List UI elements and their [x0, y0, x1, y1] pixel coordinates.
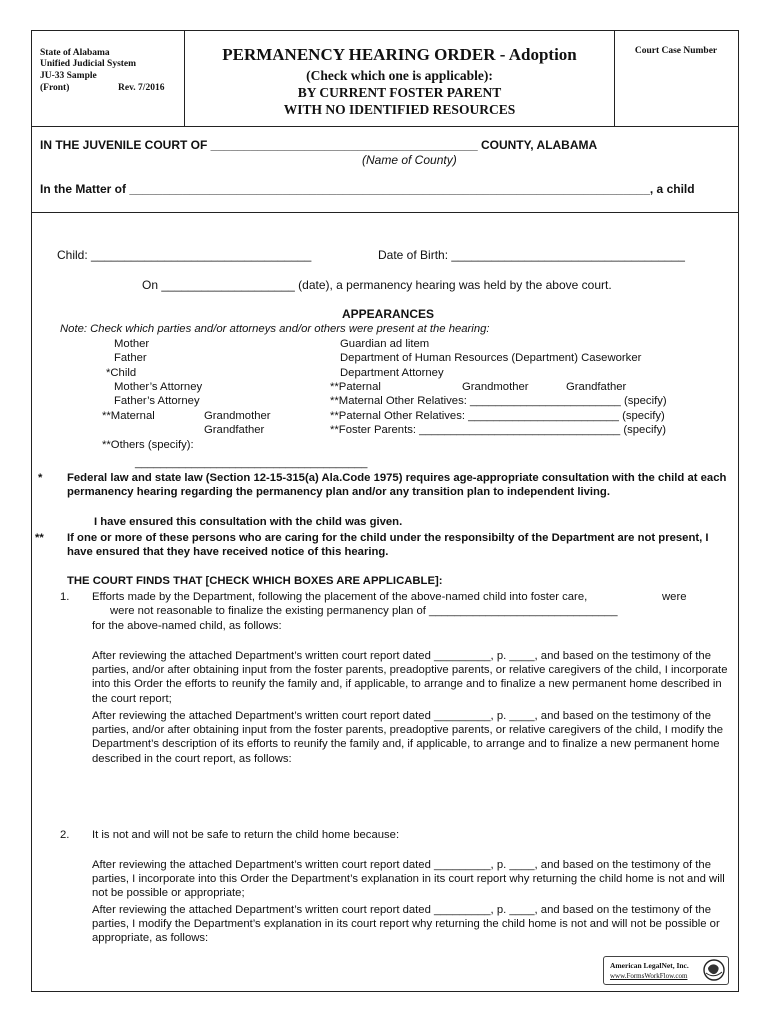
court-line[interactable]: IN THE JUVENILE COURT OF ________________________________________ COUNTY, ALABAMA — [40, 138, 598, 152]
appearance-maternal[interactable]: **Maternal — [102, 410, 155, 422]
finding-1-option-incorporate[interactable]: After reviewing the attached Department’s written court report dated _________, p. ____, and based on the testimony of the parties, and/or after obtaining input from the foster parents, preadoptive parents, or relative caregivers of the child, I incorporate into this Order the efforts to reunify the family and, if applicable, to arrange and to finalize a new permanent home described in the court report; — [92, 650, 728, 705]
footer-company: American LegalNet, Inc. — [610, 961, 689, 970]
appearance-fathers-attorney[interactable]: Father’s Attorney — [114, 395, 200, 407]
appearance-caseworker[interactable]: Department of Human Resources (Department) Caseworker — [340, 352, 642, 364]
finding-1-were-option[interactable]: were — [662, 591, 687, 603]
footer-logo-box — [603, 956, 729, 985]
court-bottom-rule — [32, 212, 738, 213]
appearance-child[interactable]: *Child — [106, 367, 137, 379]
appearance-paternal-grandfather[interactable]: Grandfather — [566, 381, 627, 393]
header-bottom-rule — [32, 126, 738, 127]
appearance-paternal-other[interactable]: **Paternal Other Relatives: ________________________ (specify) — [330, 410, 665, 422]
finding-1-number: 1. — [60, 591, 70, 603]
appearances-note: Note: Check which parties and/or attorneys and/or others were present at the hearing: — [60, 323, 490, 335]
matter-line[interactable]: In the Matter of ______________________________________________________________________________, a child — [40, 182, 695, 196]
finding-1-continuation: for the above-named child, as follows: — [92, 620, 282, 632]
finding-1-were-not-option[interactable]: were not reasonable to finalize the existing permanency plan of ______________________________ — [110, 605, 618, 617]
header-rev: Rev. 7/2016 — [118, 83, 165, 93]
case-number-label: Court Case Number — [634, 46, 718, 56]
form-subtitle-2: BY CURRENT FOSTER PARENT — [297, 85, 502, 100]
globe-icon — [703, 959, 725, 981]
header-state: State of Alabama — [40, 48, 110, 58]
finding-2-number: 2. — [60, 829, 70, 841]
note-star-1: * — [38, 472, 43, 484]
appearance-dept-attorney[interactable]: Department Attorney — [340, 367, 444, 379]
header-side: (Front) — [40, 83, 70, 93]
footer-url: www.FormsWorkFlow.com — [610, 972, 688, 980]
findings-heading: THE COURT FINDS THAT [CHECK WHICH BOXES ARE APPLICABLE]: — [67, 575, 443, 587]
child-field[interactable]: Child: _________________________________ — [57, 248, 312, 262]
hearing-date-field[interactable]: On ____________________ (date), a permanency hearing was held by the above court. — [142, 278, 612, 292]
others-specify-line[interactable]: _____________________________________ — [135, 457, 368, 469]
county-hint: (Name of County) — [362, 153, 457, 167]
header-system: Unified Judicial System — [40, 59, 137, 69]
form-subtitle-3: WITH NO IDENTIFIED RESOURCES — [283, 102, 516, 117]
appearances-heading: APPEARANCES — [342, 307, 435, 321]
dob-field[interactable]: Date of Birth: ___________________________________ — [378, 248, 685, 262]
appearance-paternal-grandmother[interactable]: Grandmother — [462, 381, 529, 393]
form-title: PERMANENCY HEARING ORDER - Adoption — [222, 45, 577, 64]
finding-1-option-modify[interactable]: After reviewing the attached Department’s written court report dated _________, p. ____, and based on the testimony of the parties, and/or after obtaining input from the foster parents, preadoptive parents, or relative caregivers of the child, I modify the Department’s description of its efforts to reunify the family and, if applicable, to arrange and to finalize a new permanent home described in the court report, as follows: — [92, 710, 724, 765]
finding-2-option-incorporate[interactable]: After reviewing the attached Department’s written court report dated _________, p. ____, and based on the testimony of the parties, I incorporate into this Order the Department’s explanation in its court report why returning the child home is not and will not be possible or appropriate; — [92, 859, 725, 900]
header-form-id: JU-33 Sample — [40, 71, 97, 81]
appearance-mother[interactable]: Mother — [114, 338, 150, 350]
note-notice-text: If one or more of these persons who are caring for the child under the responsibilty of the Department are not present, I have ensured that they have received notice of this hearing. — [67, 532, 709, 559]
appearance-maternal-other[interactable]: **Maternal Other Relatives: ________________________ (specify) — [330, 395, 667, 407]
finding-2-option-modify[interactable]: After reviewing the attached Department’s written court report dated _________, p. ____, and based on the testimony of the parties, I modify the Department’s explanation in its court report why returning the child home is not and will not be possible or appropriate, as follows: — [92, 904, 720, 945]
form-subtitle-1: (Check which one is applicable): — [306, 68, 493, 83]
appearance-paternal[interactable]: **Paternal — [330, 381, 381, 393]
appearance-father[interactable]: Father — [114, 352, 147, 364]
form-page — [31, 30, 739, 992]
finding-1-text: Efforts made by the Department, following the placement of the above-named child into foster care, — [92, 591, 588, 603]
appearance-guardian[interactable]: Guardian ad litem — [340, 338, 430, 350]
appearance-maternal-grandfather[interactable]: Grandfather — [204, 424, 265, 436]
appearance-others[interactable]: **Others (specify): — [102, 439, 194, 451]
appearance-foster-parents[interactable]: **Foster Parents: ________________________________ (specify) — [330, 424, 667, 436]
consultation-checkbox-label[interactable]: I have ensured this consultation with the child was given. — [94, 516, 403, 528]
finding-2-text: It is not and will not be safe to return the child home because: — [92, 829, 400, 841]
appearance-maternal-grandmother[interactable]: Grandmother — [204, 410, 271, 422]
note-consultation-text: Federal law and state law (Section 12-15-315(a) Ala.Code 1975) requires age-appropriate consultation with the child at each permanency hearing regarding the permanency plan and/or any transition plan to independent living. — [67, 472, 727, 499]
appearance-mothers-attorney[interactable]: Mother’s Attorney — [114, 381, 203, 393]
note-star-2: ** — [35, 532, 44, 544]
